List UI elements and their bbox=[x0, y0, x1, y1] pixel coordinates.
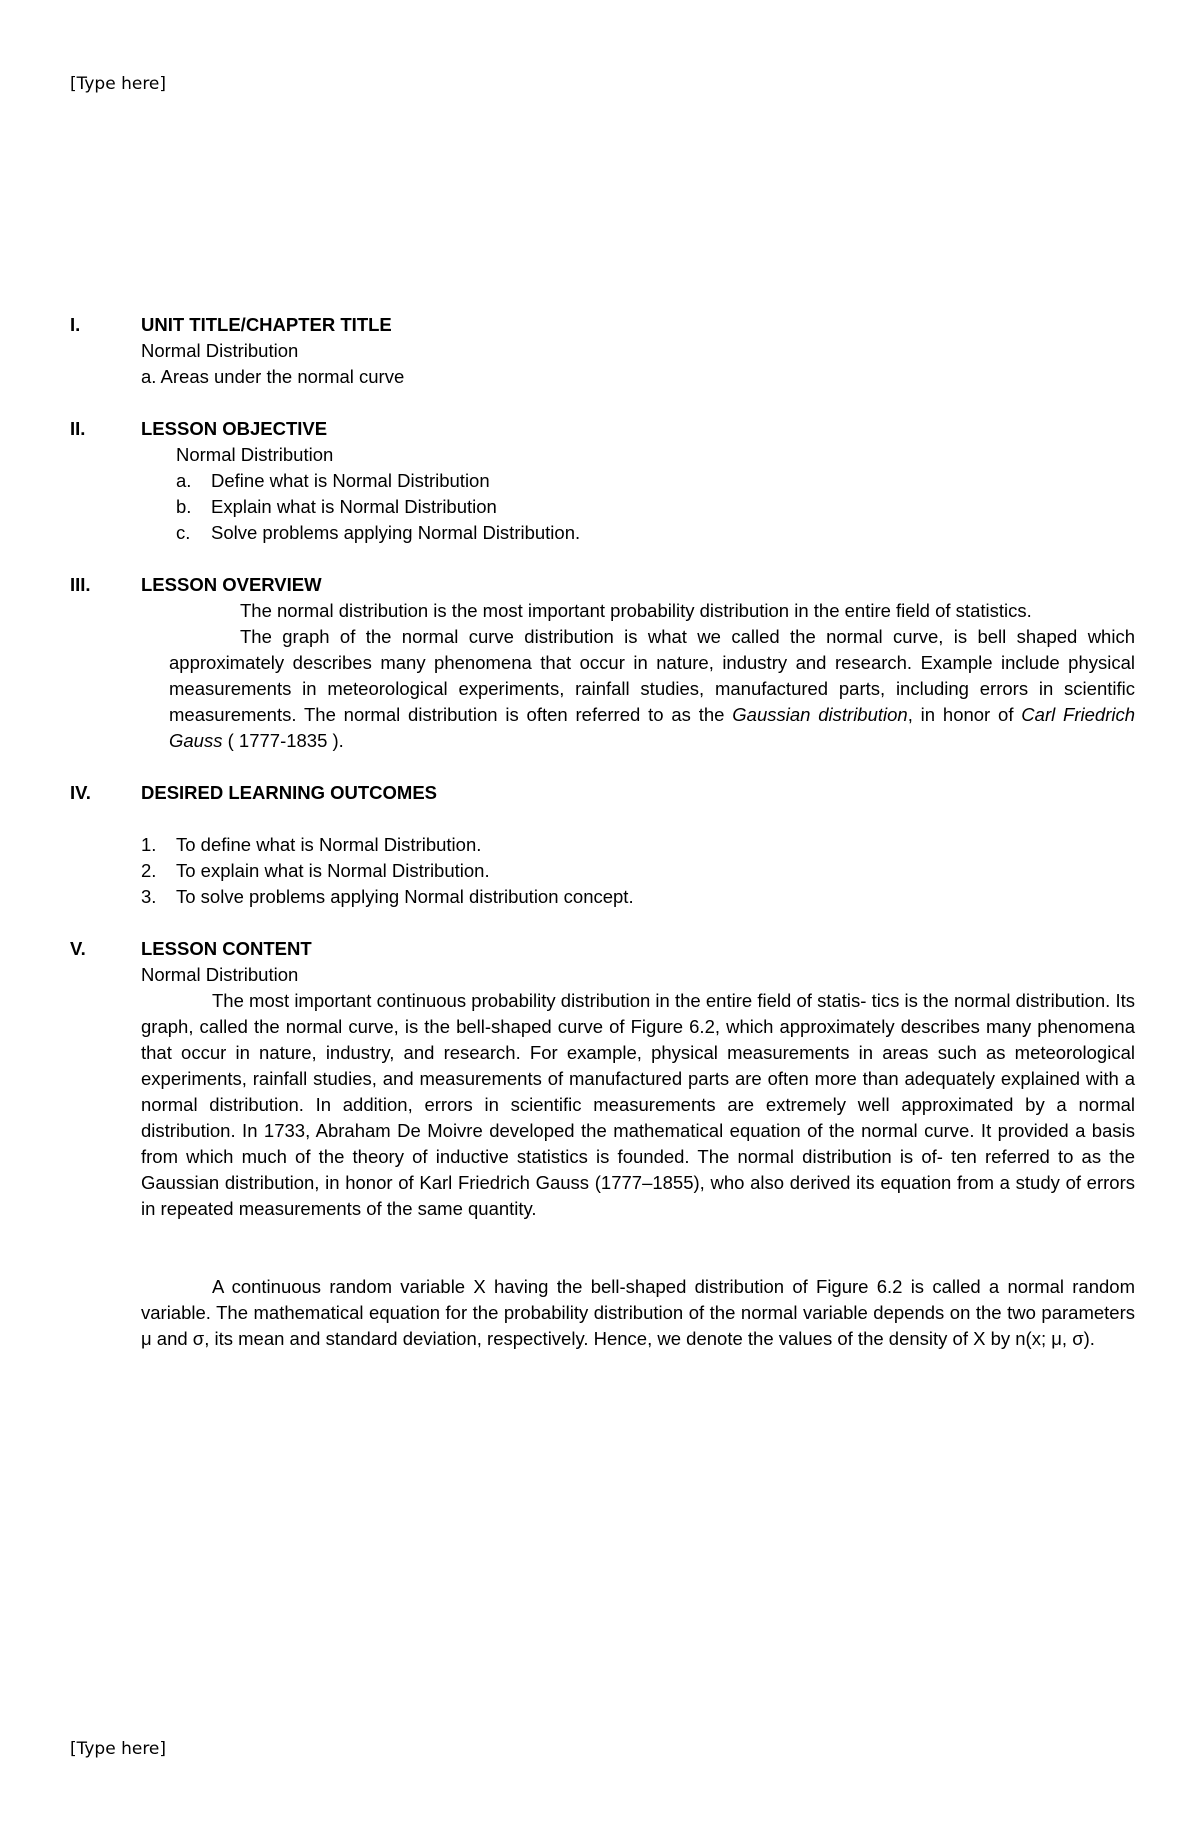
list-marker: 3. bbox=[141, 886, 157, 907]
section-title: LESSON OVERVIEW bbox=[141, 574, 322, 595]
section-title: DESIRED LEARNING OUTCOMES bbox=[141, 782, 438, 803]
section-lesson-objective bbox=[70, 416, 1135, 546]
list-item-text: Explain what is Normal Distribution bbox=[211, 496, 497, 517]
list-item-text: To define what is Normal Distribution. bbox=[176, 834, 482, 855]
list-item bbox=[176, 494, 1135, 520]
list-item-text: Solve problems applying Normal Distribution. bbox=[211, 522, 581, 543]
list-item-text: To solve problems applying Normal distribution concept. bbox=[176, 886, 634, 907]
list-item bbox=[141, 832, 1135, 858]
section-item: a. Areas under the normal curve bbox=[141, 366, 405, 387]
list-item-text: Define what is Normal Distribution bbox=[211, 470, 490, 491]
list-marker: c. bbox=[176, 522, 191, 543]
section-title: UNIT TITLE/CHAPTER TITLE bbox=[141, 314, 392, 335]
section-number: V. bbox=[70, 938, 86, 959]
paragraph-text: The graph of the normal curve distribution is what we called the normal curve, is bell shaped which approximately describes many phenomena that occur in nature, industry and research. Example include physical measurements in meteorological experiments, rainfall studies, manufactured parts, including errors in scientific measurements. The normal distribution is often referred to as the bbox=[169, 626, 1135, 725]
objective-list bbox=[176, 468, 1135, 546]
page-footer: [Type here] bbox=[70, 1739, 167, 1759]
section-number: I. bbox=[70, 314, 81, 335]
list-item bbox=[176, 468, 1135, 494]
paragraph-text: ( 1777-1835 ). bbox=[222, 730, 344, 751]
section-lesson-overview bbox=[70, 572, 1135, 754]
list-marker: a. bbox=[176, 470, 192, 491]
list-item bbox=[141, 884, 1135, 910]
section-unit-title bbox=[70, 312, 1135, 390]
paragraph-text: , in honor of bbox=[907, 704, 1022, 725]
page-header: [Type here] bbox=[70, 74, 167, 94]
overview-paragraph bbox=[169, 624, 1135, 754]
section-subtitle: Normal Distribution bbox=[176, 444, 334, 465]
list-item bbox=[176, 520, 1135, 546]
emphasis-text: Gaussian distribution bbox=[732, 704, 908, 725]
section-number: III. bbox=[70, 574, 91, 595]
content-paragraph: The most important continuous probability distribution in the entire field of statis- tics is the normal distribution. Its graph, called the normal curve, is the bell-shaped curve of Figure 6.2, which approximately describes many phenomena that occur in nature, industry, and research. For example, physical measurements in areas such as meteorological experiments, rainfall studies, and measurements of manufactured parts are often more than adequately explained with a normal distribution. In addition, errors in scientific measurements are extremely well approximated by a normal distribution. In 1733, Abraham De Moivre developed the mathematical equation of the normal curve. It provided a basis from which much of the theory of inductive statistics is founded. The normal distribution is of- ten referred to as the Gaussian distribution, in honor of Karl Friedrich Gauss (1777–1855), who also derived its equation from a study of errors in repeated measurements of the same quantity. bbox=[141, 990, 1135, 1219]
section-subtitle: Normal Distribution bbox=[141, 340, 299, 361]
section-learning-outcomes bbox=[70, 780, 1135, 910]
document-body bbox=[70, 312, 1135, 1352]
list-marker: 1. bbox=[141, 834, 157, 855]
section-subtitle: Normal Distribution bbox=[141, 964, 299, 985]
list-item-text: To explain what is Normal Distribution. bbox=[176, 860, 490, 881]
section-number: II. bbox=[70, 418, 86, 439]
list-item bbox=[141, 858, 1135, 884]
section-title: LESSON CONTENT bbox=[141, 938, 312, 959]
section-title: LESSON OBJECTIVE bbox=[141, 418, 328, 439]
section-lesson-content bbox=[70, 936, 1135, 1352]
section-number: IV. bbox=[70, 782, 91, 803]
list-marker: 2. bbox=[141, 860, 157, 881]
content-paragraph: A continuous random variable X having the bell-shaped distribution of Figure 6.2 is called a normal random variable. The mathematical equation for the probability distribution of the normal variable depends on the two parameters μ and σ, its mean and standard deviation, respectively. Hence, we denote the values of the density of X by n(x; μ, σ). bbox=[141, 1276, 1135, 1349]
outcome-list bbox=[141, 832, 1135, 910]
emphasis-text: Carl Friedrich Gauss bbox=[169, 704, 1135, 751]
overview-paragraph: The normal distribution is the most important probability distribution in the entire field of statistics. bbox=[240, 600, 1032, 621]
list-marker: b. bbox=[176, 496, 192, 517]
